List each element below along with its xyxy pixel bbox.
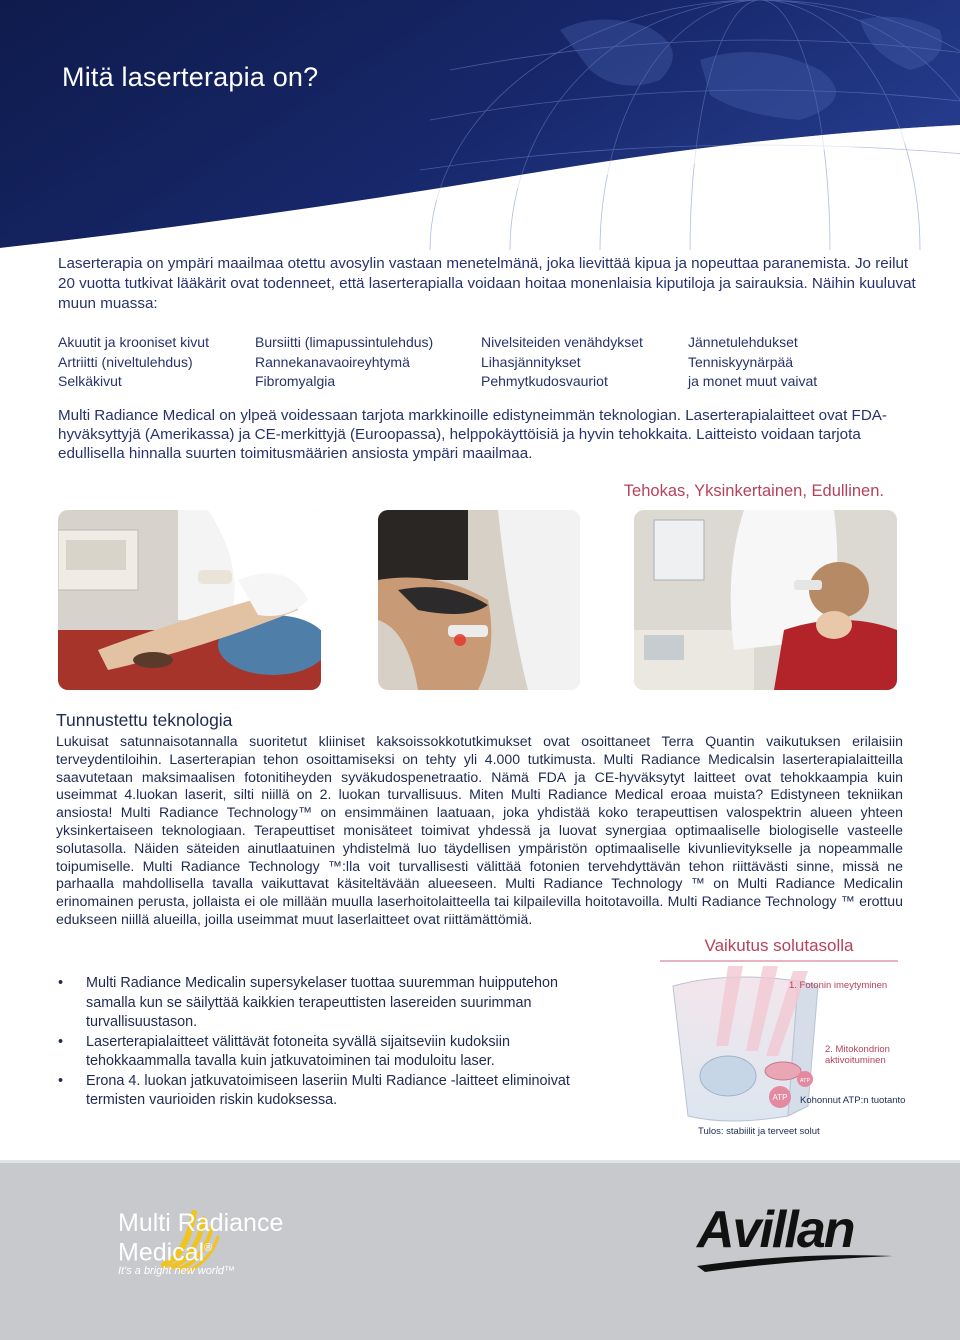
condition-item: Rannekanavaoireyhtymä xyxy=(255,353,410,370)
intro-paragraph: Laserterapia on ympäri maailmaa otettu avosylin vastaan menetelmänä, joka lievittää kipua ja nopeuttaa paranemista. Jo reilut 20 vuotta tutkivat lääkärit ovat todenneet, että laserterapialla voidaan hoitaa monenlaisia kiputiloja ja sairauksia. Näihin kuuluvat muun muassa: xyxy=(58,255,916,312)
condition-item: Artriitti (niveltulehdus) xyxy=(58,353,193,370)
list-item xyxy=(58,1072,578,1111)
condition-item: Selkäkivut xyxy=(58,373,122,389)
brand-name-text: Medical xyxy=(118,1238,205,1267)
technology-heading: Tunnustettu teknologia xyxy=(56,710,233,730)
photo-leg-treatment xyxy=(378,510,580,690)
cell-effect-heading: Vaikutus solutasolla xyxy=(660,936,898,962)
diagram-label-line: aktivoituminen xyxy=(825,1055,886,1066)
list-item xyxy=(58,974,578,1033)
brand-name-line1: Multi Radiance xyxy=(118,1209,284,1237)
bullet-icon: • xyxy=(58,1072,64,1089)
avillan-logo: Avillan xyxy=(697,1201,854,1259)
header-banner xyxy=(0,0,960,250)
bullet-icon: • xyxy=(58,975,64,991)
condition-item: Nivelsiteiden venähdykset xyxy=(481,334,643,350)
diagram-label-photon: 1. Fotonin imeytyminen xyxy=(789,980,888,991)
condition-item: Bursiitti (limapussintulehdus) xyxy=(255,334,434,350)
condition-item: Akuutit ja krooniset kivut xyxy=(58,334,209,350)
diagram-label-mitochondria xyxy=(825,1044,890,1066)
condition-item: Fibromyalgia xyxy=(255,373,336,389)
diagram-label-atp: Kohonnut ATP:n tuotanto xyxy=(800,1095,906,1106)
avillan-swoosh-icon xyxy=(695,1250,895,1272)
condition-item: Pehmytkudosvauriot xyxy=(481,373,608,389)
photo-knee-treatment xyxy=(58,510,321,690)
photo-neck-treatment xyxy=(634,510,897,690)
condition-item: Tenniskyynärpää xyxy=(688,353,794,370)
atp-badge: ATP xyxy=(772,1093,788,1102)
bullet-text: Laserterapialaitteet välittävät fotoneita syvällä sijaitseviin kudoksiin tehokkaammalla tavalla kuin jatkuvatoiminen tai moduloitu laser. xyxy=(86,1033,510,1069)
feature-bullets xyxy=(58,974,578,1111)
bullet-text: Multi Radiance Medicalin supersykelaser tuottaa suuremman huipputehon samalla kun se säilyttää kaikkien terapeuttisten lasereiden suurimman turvallisuustason. xyxy=(86,975,558,1030)
conditions-list xyxy=(58,333,918,392)
registered-mark: ® xyxy=(204,1242,213,1254)
company-paragraph: Multi Radiance Medical on ylpeä voidessaan tarjota markkinoille edistyneimmän teknologian. Laserterapialaitteet ovat FDA-hyväksyttyjä (Amerikassa) ja CE-merkittyjä (Euroopassa), helppokäyttöisiä ja hyvin tehokkaita. Laitteisto voidaan tarjota edullisella hinnalla suurten toimitusmäärien ansiosta ympäri maailmaa. xyxy=(58,407,887,462)
brand-name-line2 xyxy=(118,1235,212,1265)
technology-paragraph: Lukuisat satunnaisotannalla suoritetut kliiniset kaksoissokkotutkimukset ovat osoittaneet Terra Quantin vaikutuksen erilaisiin terveydentiloihin. Laserterapian tehon osoittamiseksi on tehty yli 4.000 tutkimusta. Multi Radiance Medicalsin laserterapialaitteilla saavutetaan maksimaalisen fotonitiheyden syväkudospenetraatio. Nämä FDA ja CE-hyväksytyt laitteet ovat tehokkaampia kuin useimmat 4.luokan laserit, silti niillä on 2. luokan turvallisuus. Miten Multi Radiance Medical eroaa muista? Edistyneen tekniikan ansiosta! Multi Radiance Technology™ on ensimmäinen laatuaan, joka yhdistää koko terapeuttisen valospektrin alueen yhteen yksinkertaiseen teknologiaan. Terapeuttiset monisäteet toimivat yhdessä ja luovat synergiaa optimaaliselle biologiselle vasteelle solutasolla. Näiden säteiden ainutlaatuinen yhdistelmä luo täydellisen ympäristön optimaaliselle kivunlievitykselle ja nopeammalle toipumiselle. Multi Radiance Technology ™:lla voit turvallisesti välittää fotonien tervehdyttävän tehon riittävästi sinne, missä ne parhaalla mahdollisella tavalla vaikuttavat käsiteltävään alueeseen. Multi Radiance Technology ™ on Multi Radiance Medicalin erinomainen perusta, jollaista ei ole millään muulla laserhoitolaitteella tai kilpailevilla hoitotavoilla. Multi Radiance Technology ™ erottuu edukseen niillä alueilla, joilla useimmat muut laserlaitteet ovat riittämättömiä. xyxy=(56,733,903,927)
diagram-label-line: 2. Mitokondrion xyxy=(825,1044,890,1055)
condition-item: Jännetulehdukset xyxy=(688,334,798,350)
atp-badge-small: ATP xyxy=(799,1078,811,1084)
bullet-text: Erona 4. luokan jatkuvatoimiseen laseriin Multi Radiance -laitteet eliminoivat termisten vaurioiden riskin kudoksessa. xyxy=(86,1072,570,1108)
condition-item: Lihasjännitykset xyxy=(481,353,581,370)
diagram-label-result: Tulos: stabiilit ja terveet solut xyxy=(698,1126,820,1137)
condition-item: ja monet muut vaivat xyxy=(688,373,818,389)
list-item xyxy=(58,1033,578,1072)
bullet-icon: • xyxy=(58,1033,64,1050)
tagline: Tehokas, Yksinkertainen, Edullinen. xyxy=(623,482,884,500)
brand-slogan: It's a bright new world™ xyxy=(118,1265,236,1277)
page-title: Mitä laserterapia on? xyxy=(62,62,319,92)
